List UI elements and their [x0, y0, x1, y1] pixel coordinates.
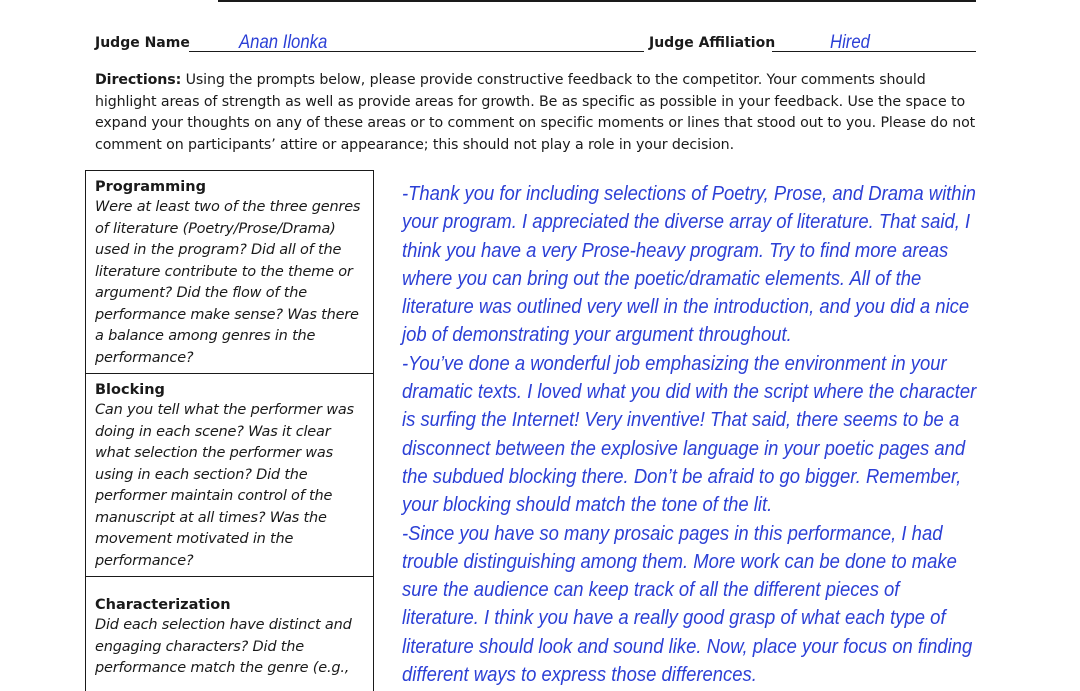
feedback-line: disconnect between the explosive language in your poetic pages and [402, 436, 966, 460]
directions-paragraph [95, 70, 980, 156]
feedback-line: is surfing the Internet! Very inventive! That said, there seems to be a [402, 408, 960, 432]
feedback-line: dramatic texts. I loved what you did with the script where the character [402, 380, 977, 404]
prompt-text: Were at least two of the three genres of literature (Poetry/Prose/Drama) used in the program? Did all of the literature contribute to the theme or argument? Did the flow of the performance make sense? Was there a balance among genres in the performance? [95, 199, 361, 366]
directions-label: Directions: [95, 72, 182, 88]
prompt-title: Characterization [95, 597, 231, 613]
feedback-line: trouble distinguishing among them. More work can be done to make [402, 549, 957, 573]
judge-name-label: Judge Name [95, 35, 190, 51]
feedback-line: your blocking should match the tone of the lit. [402, 493, 773, 517]
feedback-line: where you can bring out the poetic/dramatic elements. All of the [402, 266, 922, 290]
top-underline [218, 0, 976, 2]
judge-name-value[interactable]: Anan Ilonka [239, 32, 328, 53]
prompt-title: Programming [95, 179, 206, 195]
prompt-blocking [86, 374, 373, 577]
feedback-line: literature. I think you have a really good grasp of what each type of [402, 606, 946, 630]
feedback-line: -Thank you for including selections of Poetry, Prose, and Drama within [402, 182, 976, 205]
feedback-line: sure the audience can keep track of all the different pieces of [402, 578, 900, 602]
feedback-line: different ways to express those differences. [402, 663, 757, 687]
feedback-line: think you have a very Prose-heavy program. Try to find more areas [402, 238, 949, 262]
feedback-text-area[interactable] [402, 180, 978, 689]
directions-text: Using the prompts below, please provide constructive feedback to the competitor. Your comments should highlight areas of strength as well as provide areas for growth. Be as specific as possible in your feedback. Use the space to expand your thoughts on any of these areas or to comment on specific moments or lines that stood out to you. Please do not comment on participants’ attire or appearance; this should not play a role in your decision. [95, 72, 976, 153]
feedback-line: -Since you have so many prosaic pages in this performance, I had [402, 521, 943, 545]
feedback-line: your program. I appreciated the diverse array of literature. That said, I [402, 210, 971, 234]
prompt-characterization [86, 577, 373, 684]
judge-affiliation-label: Judge Affiliation [649, 35, 776, 51]
prompt-programming [86, 171, 373, 374]
feedback-line: the subdued blocking there. Don’t be afraid to go bigger. Remember, [402, 464, 962, 488]
feedback-line: literature should look and sound like. Now, place your focus on finding [402, 634, 973, 658]
feedback-line: -You’ve done a wonderful job emphasizing the environment in your [402, 351, 947, 375]
judge-affiliation-value[interactable]: Hired [830, 32, 870, 53]
prompt-text: Can you tell what the performer was doing in each scene? Was it clear what selection the performer was using in each section? Did the performer maintain control of the manuscript at all times? Was the movement motivated in the performance? [95, 402, 354, 569]
prompt-title: Blocking [95, 382, 165, 398]
feedback-line: job of demonstrating your argument throughout. [402, 323, 792, 347]
judge-affiliation-line [772, 51, 976, 52]
feedback-line: literature was outlined very well in the introduction, and you did a nice [402, 295, 970, 319]
prompt-text: Did each selection have distinct and engaging characters? Did the performance match the genre (e.g., [95, 617, 352, 676]
judge-info-row [95, 32, 980, 54]
prompt-column [85, 170, 374, 691]
